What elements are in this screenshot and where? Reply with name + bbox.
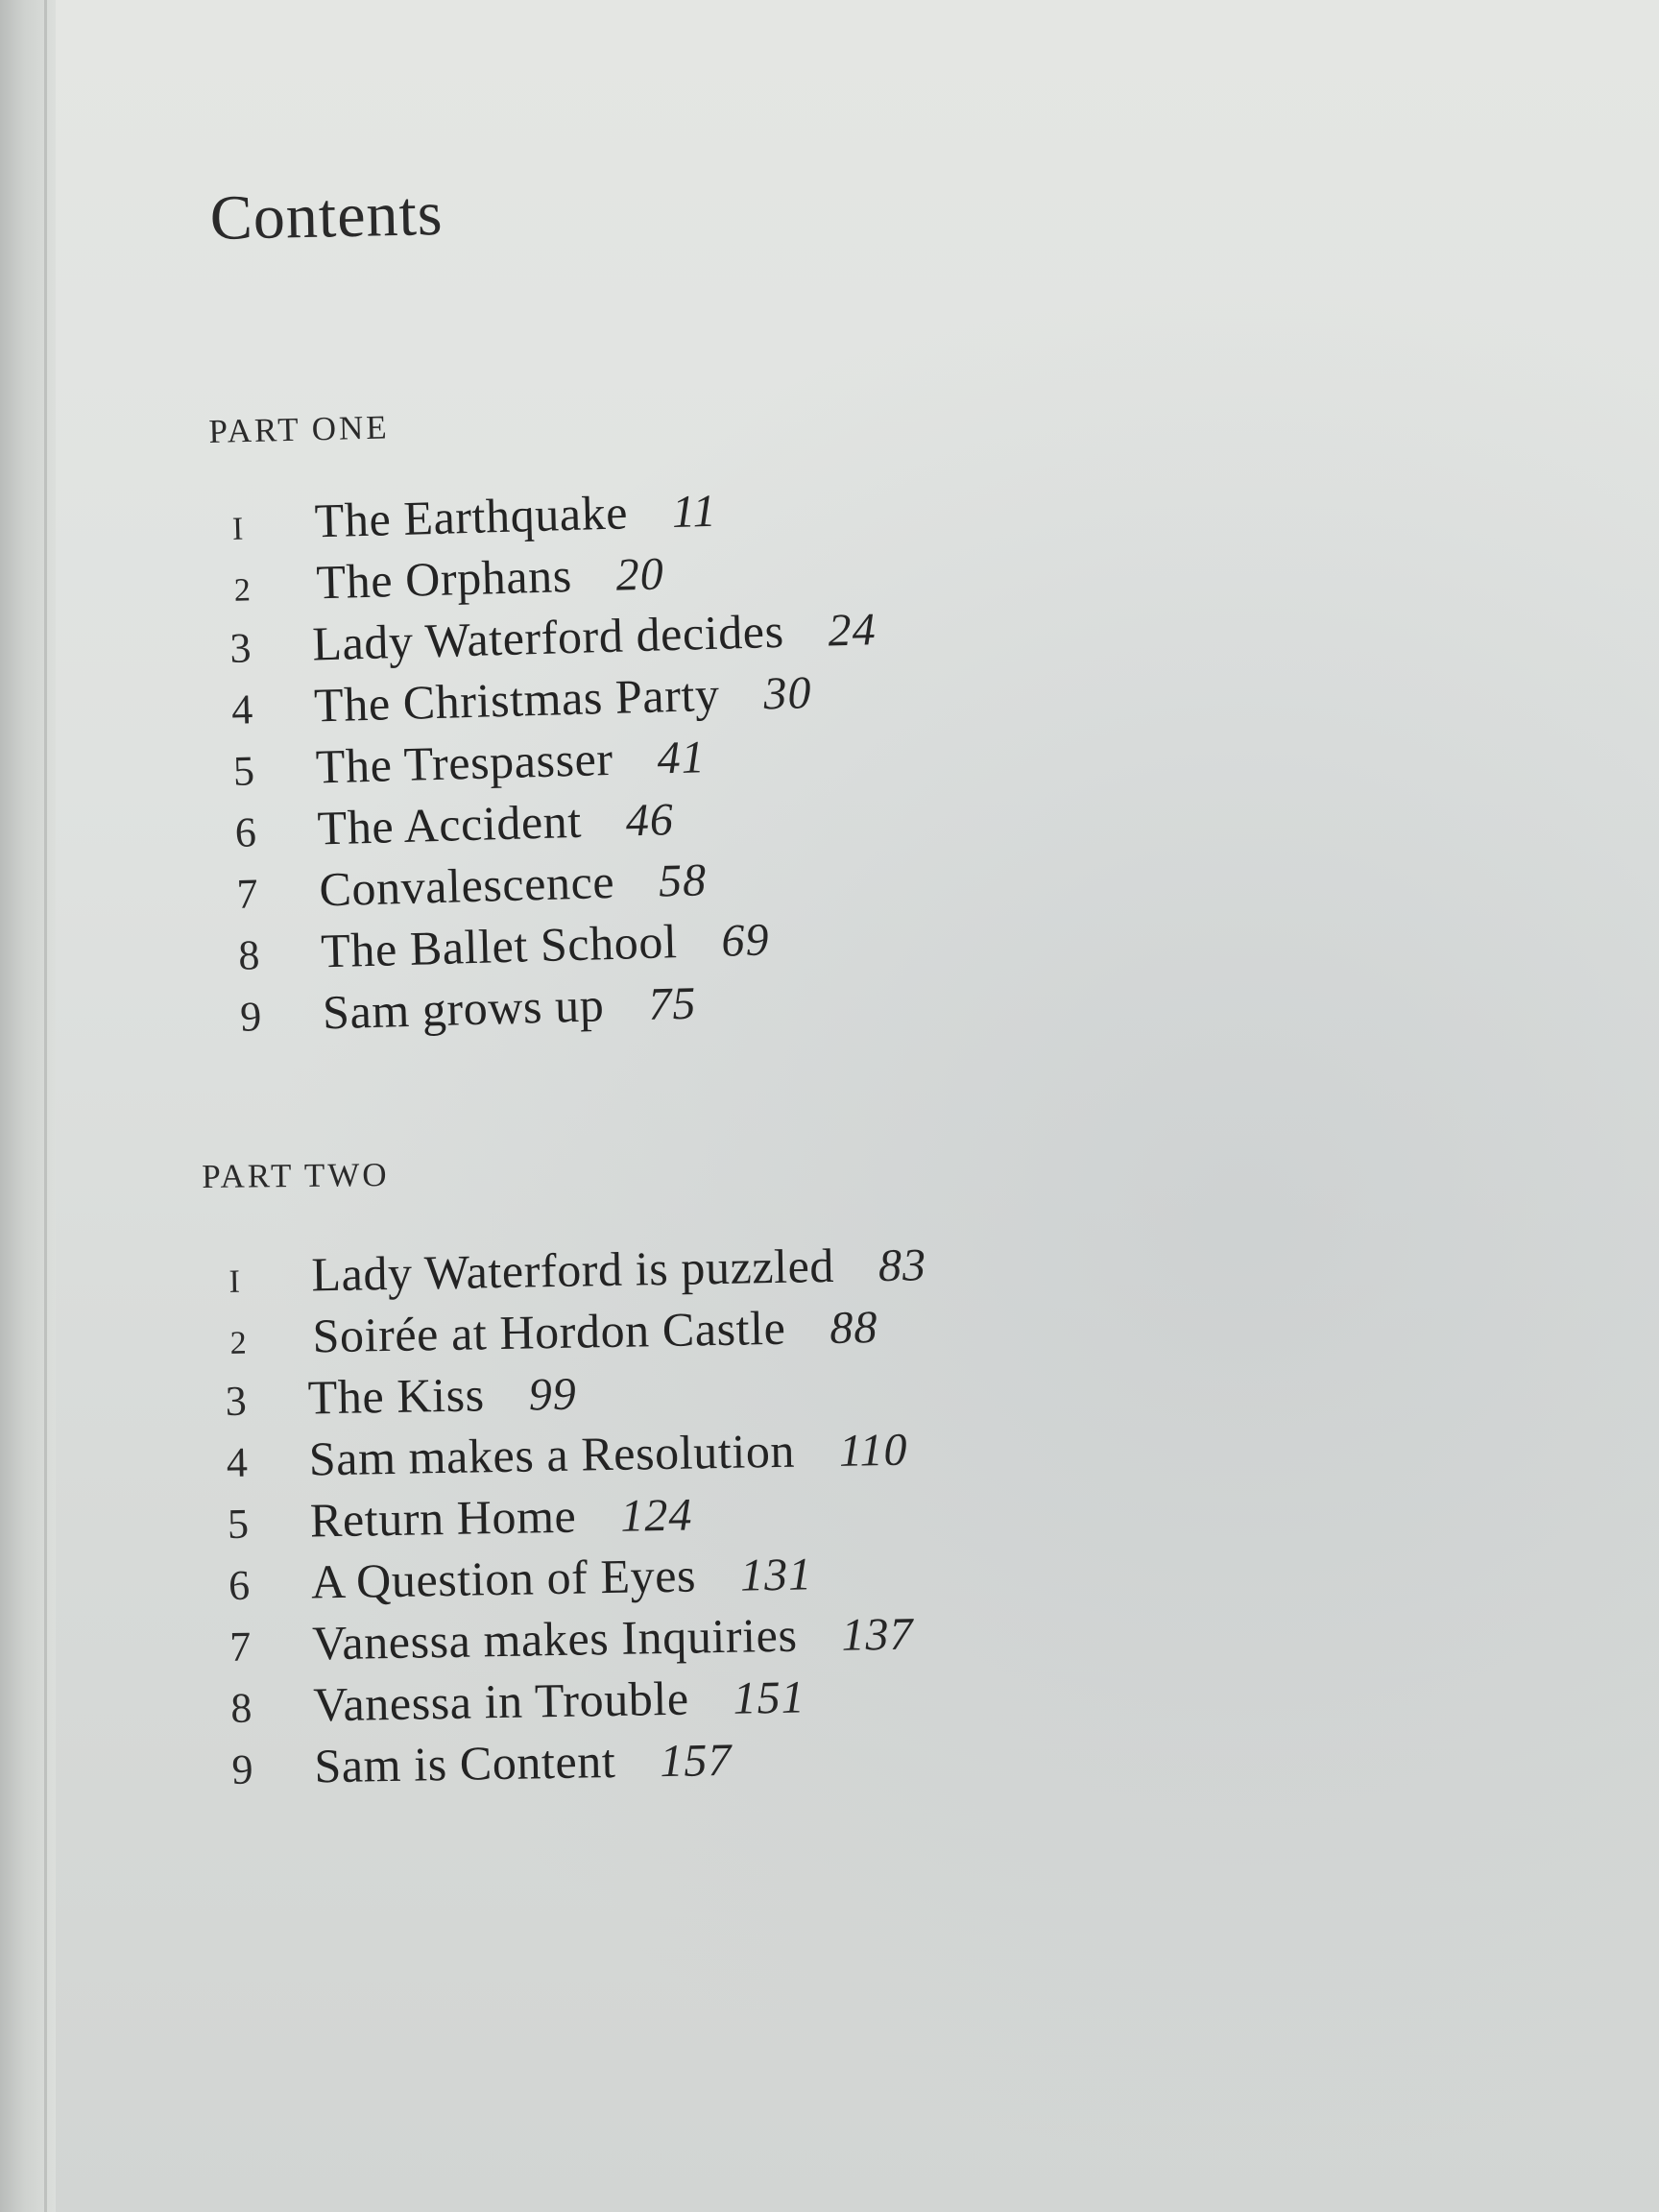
chapter-number: 6	[234, 808, 257, 856]
chapter-title: Convalescence	[318, 854, 615, 917]
page-number: 83	[878, 1239, 927, 1292]
chapter-title: The Orphans	[315, 547, 573, 610]
chapter-title: Soirée at Hordon Castle	[312, 1300, 786, 1363]
page-number: 151	[733, 1671, 806, 1724]
chapter-title: Vanessa in Trouble	[312, 1671, 690, 1732]
chapter-number: 3	[228, 624, 252, 672]
page-gutter	[0, 0, 56, 2212]
chapter-title: The Earthquake	[313, 485, 629, 548]
page-number: 157	[659, 1734, 733, 1788]
page-edge-shadow	[44, 0, 47, 2212]
part-two-heading: PART TWO	[202, 1155, 390, 1195]
chapter-number: 8	[237, 931, 261, 979]
chapter-title: Sam makes a Resolution	[308, 1423, 796, 1486]
chapter-title: Sam grows up	[322, 977, 606, 1040]
chapter-title: The Trespasser	[315, 731, 614, 794]
chapter-number: 7	[235, 870, 259, 918]
page-number: 24	[827, 604, 878, 657]
page-number: 137	[841, 1608, 914, 1661]
toc-entry	[231, 1727, 936, 1801]
page-number: 110	[838, 1424, 908, 1477]
page-number: 11	[671, 485, 718, 539]
chapter-number: 4	[230, 685, 253, 733]
page-number: 88	[829, 1302, 878, 1354]
chapter-title: Lady Waterford is puzzled	[311, 1238, 835, 1302]
chapter-title: The Kiss	[307, 1367, 486, 1425]
chapter-number: 9	[231, 1745, 253, 1793]
page-number: 41	[656, 732, 707, 784]
page-number: 69	[720, 914, 771, 967]
page-number: 99	[528, 1368, 578, 1421]
chapter-number: 2	[229, 1325, 248, 1361]
chapter-number: 8	[229, 1684, 252, 1732]
page-title: Contents	[209, 178, 445, 253]
chapter-number: I	[228, 1263, 241, 1300]
page-number: 75	[647, 977, 698, 1030]
chapter-number: 9	[239, 993, 262, 1041]
chapter-title: Sam is Content	[313, 1733, 616, 1793]
part-one-heading: PART ONE	[208, 408, 391, 450]
chapter-title: The Accident	[316, 793, 583, 855]
chapter-number: 3	[225, 1377, 248, 1425]
chapter-title: Return Home	[309, 1488, 577, 1548]
page-number: 124	[619, 1489, 693, 1542]
chapter-number: 7	[228, 1623, 252, 1671]
page-number: 58	[658, 854, 708, 907]
part-one-chapter-list	[226, 477, 887, 1048]
part-two-chapter-list	[223, 1236, 936, 1801]
chapter-number: 4	[226, 1438, 249, 1486]
chapter-number: 5	[232, 747, 255, 795]
chapter-title: A Question of Eyes	[310, 1548, 697, 1609]
chapter-number: 2	[233, 572, 252, 609]
chapter-title: Vanessa makes Inquiries	[311, 1607, 798, 1671]
chapter-number: 6	[228, 1561, 251, 1609]
chapter-number: 5	[227, 1500, 250, 1548]
page-number: 20	[614, 548, 665, 601]
chapter-number: I	[231, 511, 244, 547]
page-number: 30	[762, 667, 813, 720]
page-number: 46	[625, 794, 675, 847]
chapter-title: The Ballet School	[320, 914, 679, 978]
chapter-title: Lady Waterford decides	[311, 603, 785, 671]
page-number: 131	[739, 1549, 813, 1601]
chapter-title: The Christmas Party	[313, 666, 721, 733]
